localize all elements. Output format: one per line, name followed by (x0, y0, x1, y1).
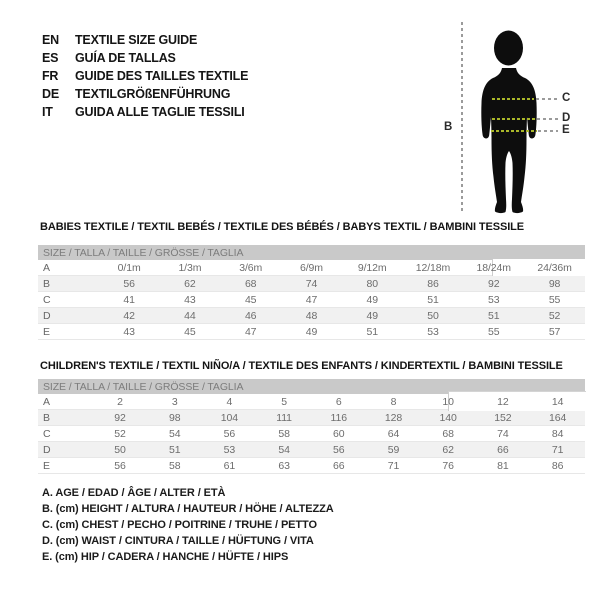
size-cell: 56 (223, 427, 236, 440)
chest-guide-line (536, 98, 558, 100)
language-code: EN (42, 33, 59, 47)
size-cell: 18/24m (476, 261, 511, 274)
size-cell: 56 (123, 277, 135, 290)
row-label: B (43, 411, 50, 424)
size-header-label: SIZE / TALLA / TAILLE / GRÖSSE / TAGLIA (38, 245, 585, 260)
size-cell: 6 (335, 395, 342, 408)
size-cell: 50 (114, 443, 126, 456)
legend-line: A. AGE / EDAD / ÂGE / ALTER / ETÀ (42, 487, 226, 499)
row-label: D (43, 443, 51, 456)
chest-label: C (562, 92, 571, 104)
size-cell: 128 (384, 411, 403, 424)
size-cell: 54 (278, 443, 290, 456)
legend-line: E. (cm) HIP / CADERA / HANCHE / HÜFTE / HIPS (42, 551, 289, 563)
size-cell: 71 (387, 459, 400, 472)
size-cell: 41 (123, 293, 135, 306)
size-cell: 5 (281, 395, 287, 408)
size-header-row (38, 245, 585, 260)
size-cell: 64 (387, 427, 400, 440)
hip-guide-line (538, 130, 558, 132)
table-row-D (38, 308, 585, 324)
children-size-table (38, 379, 585, 474)
size-cell: 10 (442, 395, 454, 408)
size-cell: 66 (497, 443, 509, 456)
size-cell: 53 (488, 293, 500, 306)
size-cell: 0/1m (117, 261, 141, 274)
row-label: C (43, 427, 51, 440)
size-cell: 92 (488, 277, 500, 290)
size-cell: 98 (548, 277, 561, 290)
size-cell: 43 (123, 325, 135, 338)
size-cell: 62 (442, 443, 454, 456)
size-cell: 53 (223, 443, 236, 456)
waist-measure-line (492, 118, 536, 120)
language-label: GUIDA ALLE TAGLIE TESSILI (75, 105, 245, 119)
size-cell: 66 (333, 459, 345, 472)
size-cell: 50 (427, 309, 439, 322)
legend-line: B. (cm) HEIGHT / ALTURA / HAUTEUR / HÖHE / ALTEZZA (42, 503, 334, 515)
language-row (42, 49, 248, 67)
table-row-E (38, 324, 585, 340)
size-cell: 3 (171, 395, 178, 408)
size-cell: 81 (497, 459, 509, 472)
size-cell: 4 (226, 395, 233, 408)
size-cell: 51 (488, 309, 500, 322)
size-cell: 63 (278, 459, 290, 472)
babies-section-title: BABIES TEXTILE / TEXTIL BEBÉS / TEXTILE DES BÉBÉS / BABYS TEXTIL / BAMBINI TESSILE (40, 221, 525, 233)
waist-label: D (562, 112, 571, 124)
size-cell: 58 (278, 427, 290, 440)
size-cell: 12/18m (415, 261, 451, 274)
size-cell: 58 (168, 459, 181, 472)
size-cell: 47 (305, 293, 318, 306)
size-cell: 164 (548, 411, 567, 424)
row-label: A (43, 395, 50, 408)
size-cell: 92 (114, 411, 126, 424)
language-code: ES (42, 51, 59, 65)
size-cell: 74 (497, 427, 509, 440)
size-cell: 43 (184, 293, 196, 306)
size-cell: 60 (333, 427, 345, 440)
size-cell: 116 (330, 411, 347, 424)
language-list (42, 31, 248, 121)
waist-guide-line (537, 118, 558, 120)
size-cell: 56 (333, 443, 345, 456)
size-cell: 76 (442, 459, 454, 472)
size-cell: 86 (551, 459, 564, 472)
size-cell: 104 (220, 411, 239, 424)
size-cell: 1/3m (178, 261, 202, 274)
row-label: E (43, 459, 50, 472)
size-cell: 86 (427, 277, 439, 290)
size-cell: 45 (244, 293, 257, 306)
size-cell: 51 (427, 293, 439, 306)
row-label: D (43, 309, 51, 322)
size-cell: 49 (305, 325, 318, 338)
size-cell: 48 (305, 309, 318, 322)
size-cell: 52 (548, 309, 561, 322)
table-row-E (38, 458, 585, 474)
language-label: GUÍA DE TALLAS (75, 51, 176, 65)
language-code: IT (42, 105, 53, 119)
size-cell: 61 (223, 459, 236, 472)
legend-line: C. (cm) CHEST / PECHO / POITRINE / TRUHE / PETTO (42, 519, 317, 531)
size-cell: 9/12m (357, 261, 387, 274)
size-cell: 3/6m (239, 261, 263, 274)
legend (42, 487, 334, 567)
size-header-label: SIZE / TALLA / TAILLE / GRÖSSE / TAGLIA (38, 379, 585, 394)
babies-size-table (38, 245, 585, 340)
size-cell: 71 (551, 443, 564, 456)
row-label: C (43, 293, 51, 306)
size-cell: 55 (488, 325, 500, 338)
size-cell: 52 (114, 427, 126, 440)
size-cell: 8 (390, 395, 397, 408)
size-cell: 56 (114, 459, 126, 472)
language-label: GUIDE DES TAILLES TEXTILE (75, 69, 249, 83)
size-cell: 74 (305, 277, 318, 290)
size-cell: 14 (551, 395, 564, 408)
language-code: DE (42, 87, 59, 101)
table-row-B (38, 410, 585, 426)
language-row (42, 67, 248, 85)
hip-measure-line (491, 130, 537, 132)
table-row-C (38, 292, 585, 308)
size-cell: 152 (494, 411, 512, 424)
language-row (42, 85, 248, 103)
children-section-title: CHILDREN'S TEXTILE / TEXTIL NIÑO/A / TEXTILE DES ENFANTS / KINDERTEXTIL / BAMBINI TESSILE (40, 360, 563, 372)
height-guide-line (461, 22, 463, 212)
size-cell: 68 (244, 277, 257, 290)
table-row-C (38, 426, 585, 442)
language-label: TEXTILGRÖßENFÜHRUNG (75, 87, 231, 101)
language-label: TEXTILE SIZE GUIDE (75, 33, 198, 47)
size-cell: 80 (366, 277, 378, 290)
size-cell: 57 (548, 325, 561, 338)
legend-line: D. (cm) WAIST / CINTURA / TAILLE / HÜFTUNG / VITA (42, 535, 314, 547)
size-cell: 140 (439, 411, 457, 424)
size-cell: 44 (184, 309, 196, 322)
size-cell: 12 (497, 395, 509, 408)
size-cell: 46 (244, 309, 257, 322)
size-cell: 51 (168, 443, 181, 456)
size-cell: 98 (168, 411, 181, 424)
size-cell: 45 (184, 325, 196, 338)
size-cell: 68 (442, 427, 454, 440)
size-cell: 42 (123, 309, 135, 322)
table-row-A (38, 394, 585, 410)
size-cell: 53 (427, 325, 439, 338)
table-row-A (38, 260, 585, 276)
size-cell: 6/9m (299, 261, 323, 274)
language-code: FR (42, 69, 59, 83)
table-row-D (38, 442, 585, 458)
size-cell: 49 (366, 293, 378, 306)
table-row-B (38, 276, 585, 292)
language-row (42, 103, 248, 121)
size-cell: 111 (276, 411, 292, 424)
size-cell: 51 (366, 325, 378, 338)
size-cell: 59 (387, 443, 400, 456)
row-label: A (43, 261, 50, 274)
size-cell: 84 (551, 427, 564, 440)
size-cell: 2 (117, 395, 123, 408)
height-label: B (444, 121, 453, 133)
row-label: B (43, 277, 50, 290)
size-cell: 62 (184, 277, 196, 290)
size-cell: 24/36m (537, 261, 572, 274)
size-cell: 49 (366, 309, 378, 322)
row-label: E (43, 325, 50, 338)
size-cell: 55 (548, 293, 561, 306)
language-row (42, 31, 248, 49)
chest-measure-line (492, 98, 534, 100)
size-cell: 54 (168, 427, 181, 440)
hip-label: E (562, 124, 570, 136)
size-cell: 47 (244, 325, 257, 338)
